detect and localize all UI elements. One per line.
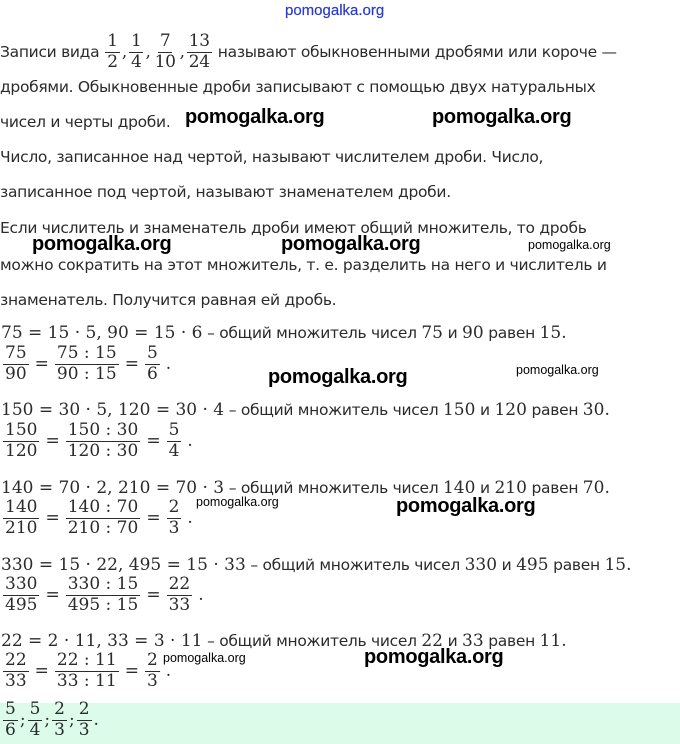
denominator: 90 : 15 — [56, 363, 117, 384]
fraction — [3, 652, 29, 691]
statement-text: и — [475, 401, 495, 419]
denominator: 6 — [146, 363, 158, 384]
denominator: 3 — [146, 670, 158, 691]
fraction — [3, 345, 29, 384]
equals-sign: = — [146, 431, 161, 452]
denominator: 33 : 11 — [56, 670, 117, 691]
separator: ; — [44, 710, 51, 731]
statement-text: – общий множитель чисел — [202, 324, 422, 342]
number: 210 — [494, 478, 527, 498]
reduction-equation — [1, 652, 171, 691]
factor-statement — [1, 555, 631, 575]
statement-text: – общий множитель чисел — [202, 632, 422, 650]
reduction-equation — [1, 345, 171, 384]
fraction — [3, 499, 39, 538]
numerator: 2 — [168, 497, 180, 517]
period: . — [93, 710, 99, 731]
intro-line-5: записанное под чертой, называют знаменателем дроби. — [0, 183, 451, 201]
numerator: 150 : 30 — [67, 420, 139, 440]
watermark: pomogalka.org — [528, 238, 611, 252]
example-fraction — [153, 33, 178, 72]
fraction — [66, 499, 141, 538]
denominator: 120 : 30 — [67, 440, 139, 461]
fraction — [3, 422, 39, 461]
denominator: 120 — [5, 440, 38, 461]
denominator: 4 — [130, 51, 142, 72]
common-factor: 70 — [582, 478, 605, 498]
denominator: 3 — [54, 719, 65, 740]
watermark: pomogalka.org — [516, 363, 599, 377]
intro-line-7: можно сократить на этот множитель, т. е. разделить на него и числитель и — [0, 256, 607, 274]
fraction — [145, 345, 160, 384]
fraction — [55, 652, 119, 691]
watermark: pomogalka.org — [196, 495, 279, 509]
numerator: 5 — [29, 699, 41, 719]
statement-text: и — [475, 479, 495, 497]
statement-text: равен — [483, 632, 540, 650]
common-factor: 15 — [604, 555, 627, 575]
numerator: 2 — [146, 650, 158, 670]
separator: ; — [19, 710, 26, 731]
fraction — [145, 652, 160, 691]
period: . — [165, 354, 172, 375]
expression: 75 = 15 · 5, 90 = 15 · 6 — [1, 323, 203, 343]
denominator: 90 — [5, 363, 27, 384]
denominator: 6 — [5, 719, 16, 740]
denominator: 3 — [78, 719, 90, 740]
period: . — [198, 585, 204, 606]
numerator: 75 : 15 — [56, 343, 117, 363]
comma: , — [145, 42, 151, 63]
expression: 22 = 2 · 11, 33 = 3 · 11 — [1, 631, 203, 651]
example-fraction — [129, 33, 144, 72]
answer-fraction — [28, 701, 43, 740]
statement-text: и — [497, 556, 517, 574]
denominator: 4 — [29, 719, 41, 740]
answer-highlight — [0, 699, 680, 744]
watermark: pomogalka.org — [281, 233, 421, 255]
reduction-equation — [1, 422, 193, 461]
watermark: pomogalka.org — [396, 495, 536, 517]
numerator: 5 — [146, 343, 158, 363]
fraction — [167, 422, 182, 461]
number: 120 — [494, 400, 527, 420]
equals-sign: = — [45, 508, 60, 529]
intro-text: Записи вида — [0, 43, 100, 62]
intro-line-3: чисел и черты дроби. — [0, 113, 171, 131]
denominator: 33 — [5, 670, 27, 691]
comma: , — [121, 42, 127, 63]
statement-text: и — [442, 324, 462, 342]
number: 22 — [421, 631, 443, 651]
equals-sign: = — [124, 354, 139, 375]
number: 33 — [462, 631, 484, 651]
period: . — [187, 508, 193, 529]
fraction — [167, 576, 193, 615]
equals-sign: = — [45, 431, 60, 452]
period: . — [165, 661, 172, 682]
numerator: 140 : 70 — [67, 497, 139, 517]
period: . — [561, 631, 567, 651]
statement-text: – общий множитель чисел — [224, 401, 443, 419]
equals-sign: = — [45, 585, 60, 606]
intro-line-4: Число, записанное над чертой, называют числителем дроби. Число, — [0, 148, 544, 166]
number: 150 — [442, 400, 476, 420]
numerator: 1 — [107, 31, 118, 51]
answer-fraction — [52, 701, 67, 740]
denominator: 495 : 15 — [67, 594, 139, 615]
statement-text: равен — [483, 324, 540, 342]
reduction-equation — [1, 576, 204, 615]
denominator: 210 : 70 — [67, 517, 139, 538]
number: 495 — [516, 555, 549, 575]
numerator: 22 — [168, 574, 191, 594]
period: . — [604, 478, 610, 498]
equals-sign: = — [146, 508, 161, 529]
denominator: 2 — [107, 51, 118, 72]
numerator: 13 — [188, 31, 210, 51]
watermark: pomogalka.org — [32, 233, 172, 255]
numerator: 1 — [130, 31, 142, 51]
denominator: 3 — [168, 517, 180, 538]
number: 330 — [464, 555, 498, 575]
fraction — [66, 422, 141, 461]
expression: 150 = 30 · 5, 120 = 30 · 4 — [1, 400, 225, 420]
number: 140 — [442, 478, 476, 498]
answer-row — [1, 701, 99, 740]
statement-text: и — [442, 632, 462, 650]
watermark: pomogalka.org — [364, 646, 504, 668]
reduction-equation — [1, 499, 193, 538]
denominator: 10 — [154, 51, 176, 72]
comma: , — [179, 42, 185, 63]
watermark: pomogalka.org — [185, 106, 325, 128]
example-fractions — [103, 33, 213, 72]
statement-text: – общий множитель чисел — [245, 556, 465, 574]
numerator: 5 — [168, 420, 180, 440]
equals-sign: = — [124, 661, 139, 682]
intro-line-2: дробями. Обыкновенные дроби записывают с помощью двух натуральных — [0, 78, 596, 96]
watermark-top: pomogalka.org — [285, 2, 385, 19]
separator: ; — [68, 710, 75, 731]
numerator: 330 : 15 — [67, 574, 139, 594]
intro-line-8: знаменатель. Получится равная ей дробь. — [0, 291, 337, 309]
expression: 330 = 15 · 22, 495 = 15 · 33 — [1, 555, 246, 575]
equals-sign: = — [34, 661, 49, 682]
example-fraction — [187, 33, 212, 72]
answer-fraction — [77, 701, 92, 740]
denominator: 210 — [5, 517, 38, 538]
factor-statement — [1, 323, 567, 343]
common-factor: 15 — [539, 323, 562, 343]
denominator: 4 — [168, 440, 180, 461]
denominator: 24 — [188, 51, 210, 72]
numerator: 7 — [159, 31, 171, 51]
numerator: 75 — [5, 343, 27, 363]
numerator: 22 — [5, 650, 27, 670]
numerator: 150 — [5, 420, 38, 440]
statement-text: равен — [548, 556, 605, 574]
denominator: 495 — [5, 594, 38, 615]
watermark: pomogalka.org — [163, 651, 246, 665]
numerator: 330 — [5, 574, 38, 594]
factor-statement — [1, 400, 610, 420]
numerator: 5 — [5, 699, 16, 719]
period: . — [187, 431, 193, 452]
numerator: 140 — [5, 497, 38, 517]
common-factor: 30 — [582, 400, 605, 420]
period: . — [561, 323, 567, 343]
watermark: pomogalka.org — [268, 366, 408, 388]
intro-text: называют обыкновенными дробями или короче — — [217, 43, 617, 62]
fraction — [3, 576, 39, 615]
number: 75 — [421, 323, 443, 343]
statement-text: равен — [526, 401, 583, 419]
equals-sign: = — [146, 585, 161, 606]
fraction — [167, 499, 182, 538]
numerator: 22 : 11 — [56, 650, 117, 670]
statement-text: – общий множитель чисел — [224, 479, 443, 497]
intro-line-1 — [0, 33, 617, 72]
answer-fraction — [3, 701, 18, 740]
fraction — [55, 345, 119, 384]
watermark: pomogalka.org — [432, 106, 572, 128]
number: 90 — [462, 323, 484, 343]
example-fraction — [105, 33, 120, 72]
period: . — [604, 400, 610, 420]
fraction — [66, 576, 141, 615]
expression: 140 = 70 · 2, 210 = 70 · 3 — [1, 478, 225, 498]
denominator: 33 — [168, 594, 191, 615]
common-factor: 11 — [539, 631, 562, 651]
statement-text: равен — [526, 479, 583, 497]
numerator: 2 — [78, 699, 90, 719]
equals-sign: = — [34, 354, 49, 375]
numerator: 2 — [54, 699, 65, 719]
intro-line-6: Если числитель и знаменатель дроби имеют общий множитель, то дробь — [0, 219, 587, 237]
period: . — [626, 555, 632, 575]
